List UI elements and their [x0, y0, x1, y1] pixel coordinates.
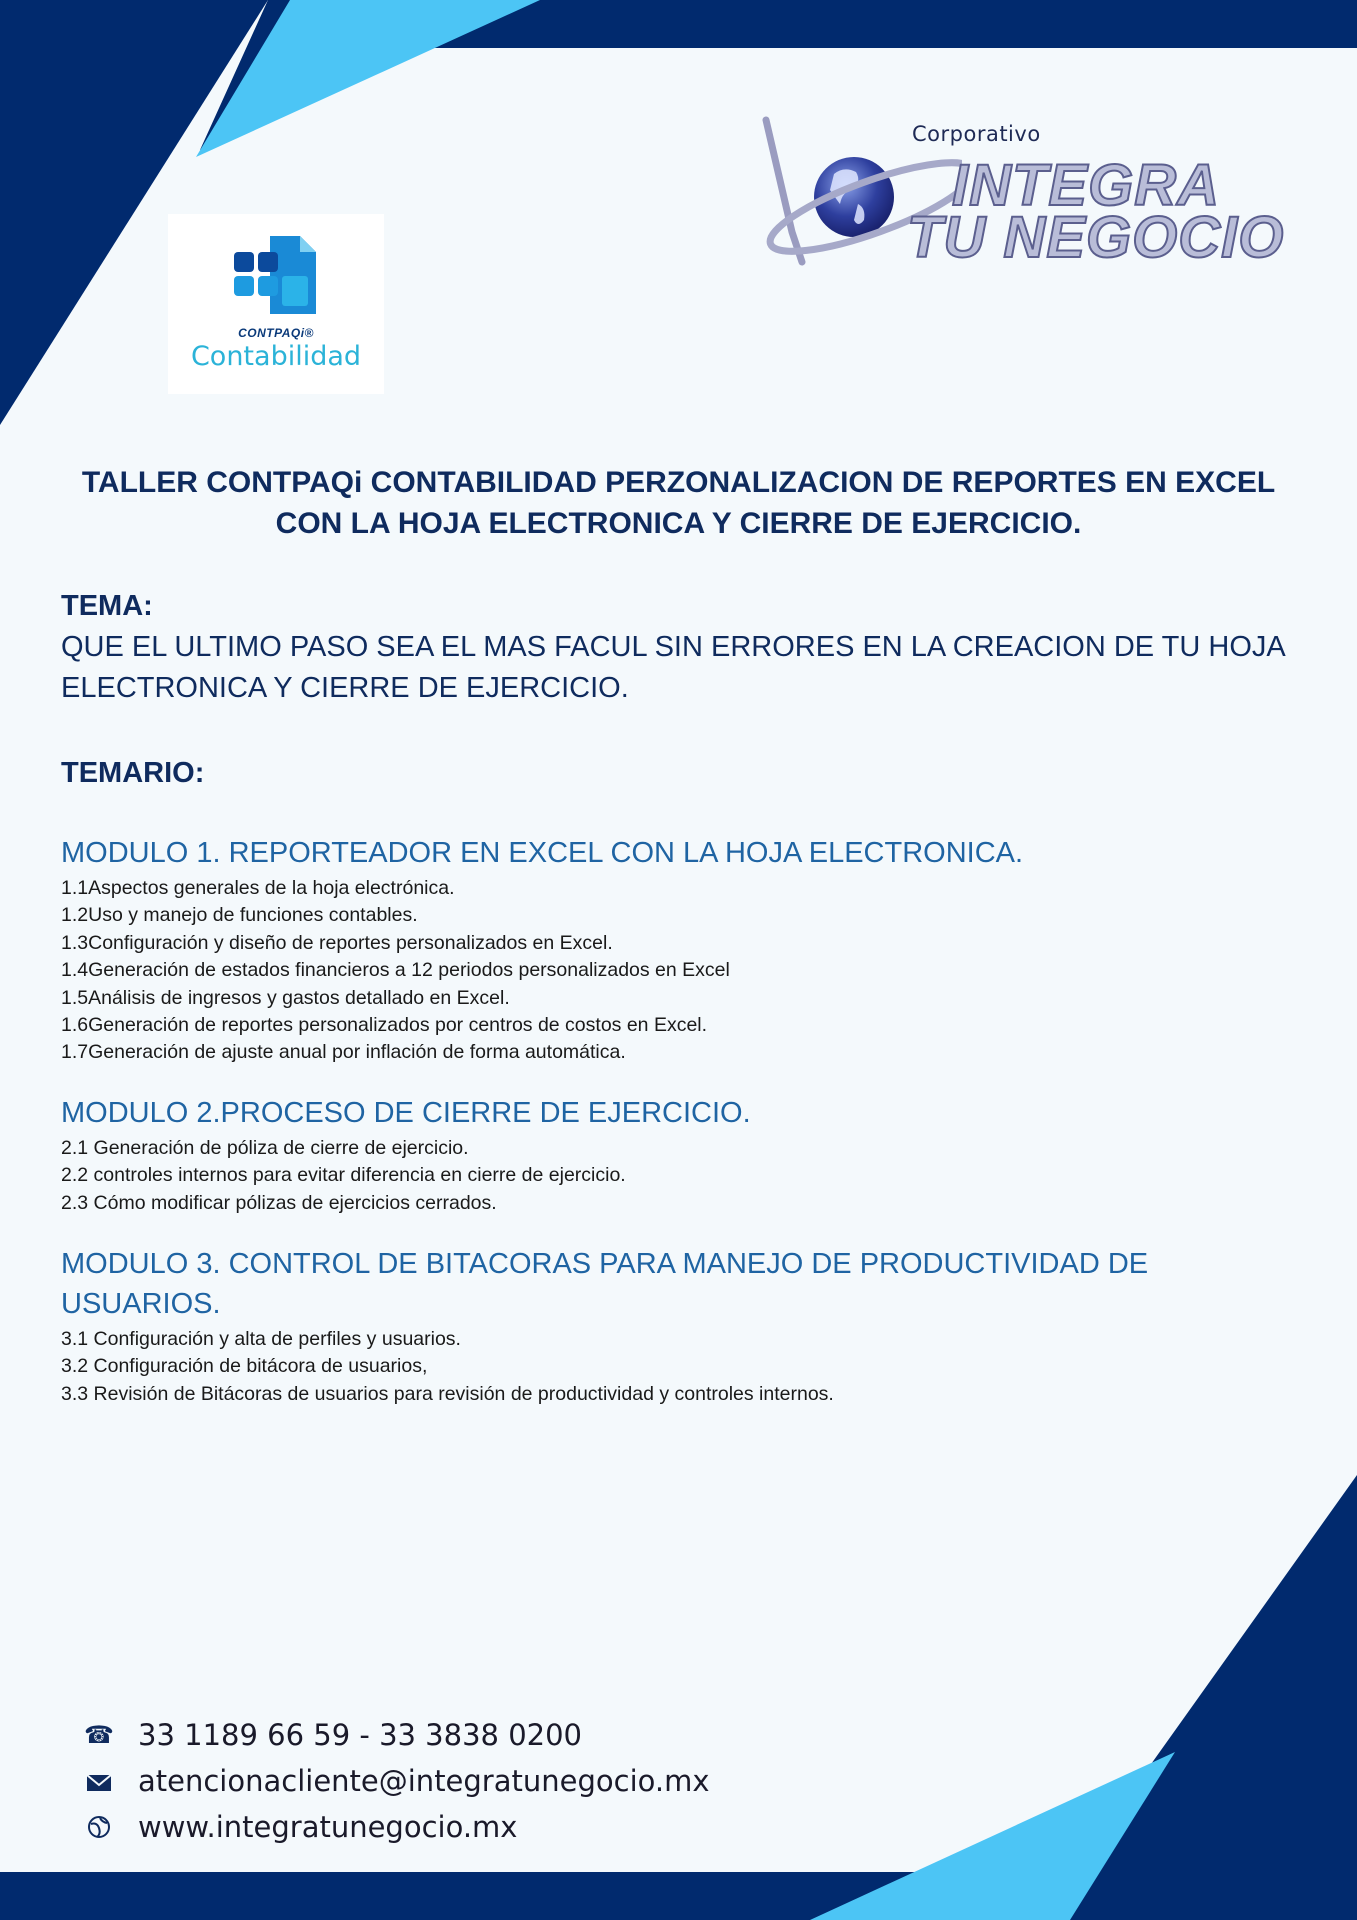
email-link[interactable]: atencionacliente@integratunegocio.mx	[138, 1764, 710, 1798]
temario-label: TEMARIO:	[61, 757, 205, 789]
list-item: 1.7Generación de ajuste anual por inflación de forma automática.	[61, 1041, 626, 1064]
module-3-list	[61, 1326, 1301, 1408]
list-item: 1.3Configuración y diseño de reportes personalizados en Excel.	[61, 931, 613, 954]
phone-number[interactable]: 33 1189 66 59 - 33 3838 0200	[138, 1718, 583, 1752]
contact-email-row	[84, 1761, 784, 1801]
email-icon	[84, 1767, 114, 1797]
integra-tu-negocio-logo	[762, 112, 1302, 282]
tema-text: QUE EL ULTIMO PASO SEA EL MAS FACUL SIN ERRORES EN LA CREACION DE TU HOJA ELECTRONICA Y CIERRE DE EJERCICIO.	[61, 631, 1285, 704]
globe-icon	[84, 1813, 114, 1843]
page-title: TALLER CONTPAQi CONTABILIDAD PERZONALIZACION DE REPORTES EN EXCEL CON LA HOJA ELECTRONICA Y CIERRE DE EJERCICIO.	[81, 466, 1276, 540]
list-item: 2.1 Generación de póliza de cierre de ejercicio.	[61, 1137, 469, 1159]
integra-line2-text: TU NEGOCIO	[907, 205, 1285, 270]
contpaqi-logo-icon	[230, 234, 320, 320]
contpaqi-brand-text: CONTPAQi®	[238, 326, 314, 340]
list-item: 3.2 Configuración de bitácora de usuarios,	[61, 1355, 428, 1378]
module-1-list	[61, 875, 1301, 1067]
contpaqi-contabilidad-logo	[168, 214, 384, 394]
integra-corporate-text: Corporativo	[912, 122, 1041, 146]
phone-icon: ☎	[84, 1722, 114, 1749]
tema-label: TEMA:	[61, 590, 153, 622]
list-item: 2.3 Cómo modificar pólizas de ejercicios cerrados.	[61, 1191, 497, 1214]
contact-website-row	[84, 1807, 784, 1847]
list-item: 1.2Uso y manejo de funciones contables.	[61, 904, 418, 927]
list-item: 3.3 Revisión de Bitácoras de usuarios para revisión de productividad y controles internos.	[61, 1382, 834, 1405]
module-2-title: MODULO 2.PROCESO DE CIERRE DE EJERCICIO.	[61, 1097, 751, 1129]
list-item: 1.6Generación de reportes personalizados por centros de costos en Excel.	[61, 1014, 708, 1037]
module-3-title: MODULO 3. CONTROL DE BITACORAS PARA MANEJO DE PRODUCTIVIDAD DE USUARIOS.	[61, 1248, 1149, 1320]
list-item: 1.4Generación de estados financieros a 12 periodos personalizados en Excel	[61, 959, 730, 982]
module-2-list	[61, 1135, 1301, 1217]
module-1-title: MODULO 1. REPORTEADOR EN EXCEL CON LA HOJA ELECTRONICA.	[61, 837, 1024, 869]
contpaqi-product-text: Contabilidad	[190, 341, 362, 372]
integra-line1-text: INTEGRA	[952, 153, 1220, 218]
list-item: 2.2 controles internos para evitar diferencia en cierre de ejercicio.	[61, 1164, 626, 1187]
list-item: 1.5Análisis de ingresos y gastos detallado en Excel.	[61, 986, 510, 1009]
website-link[interactable]: www.integratunegocio.mx	[138, 1810, 518, 1844]
list-item: 1.1Aspectos generales de la hoja electrónica.	[61, 877, 455, 899]
list-item: 3.1 Configuración y alta de perfiles y usuarios.	[61, 1328, 461, 1350]
contact-phone-row	[84, 1715, 784, 1755]
